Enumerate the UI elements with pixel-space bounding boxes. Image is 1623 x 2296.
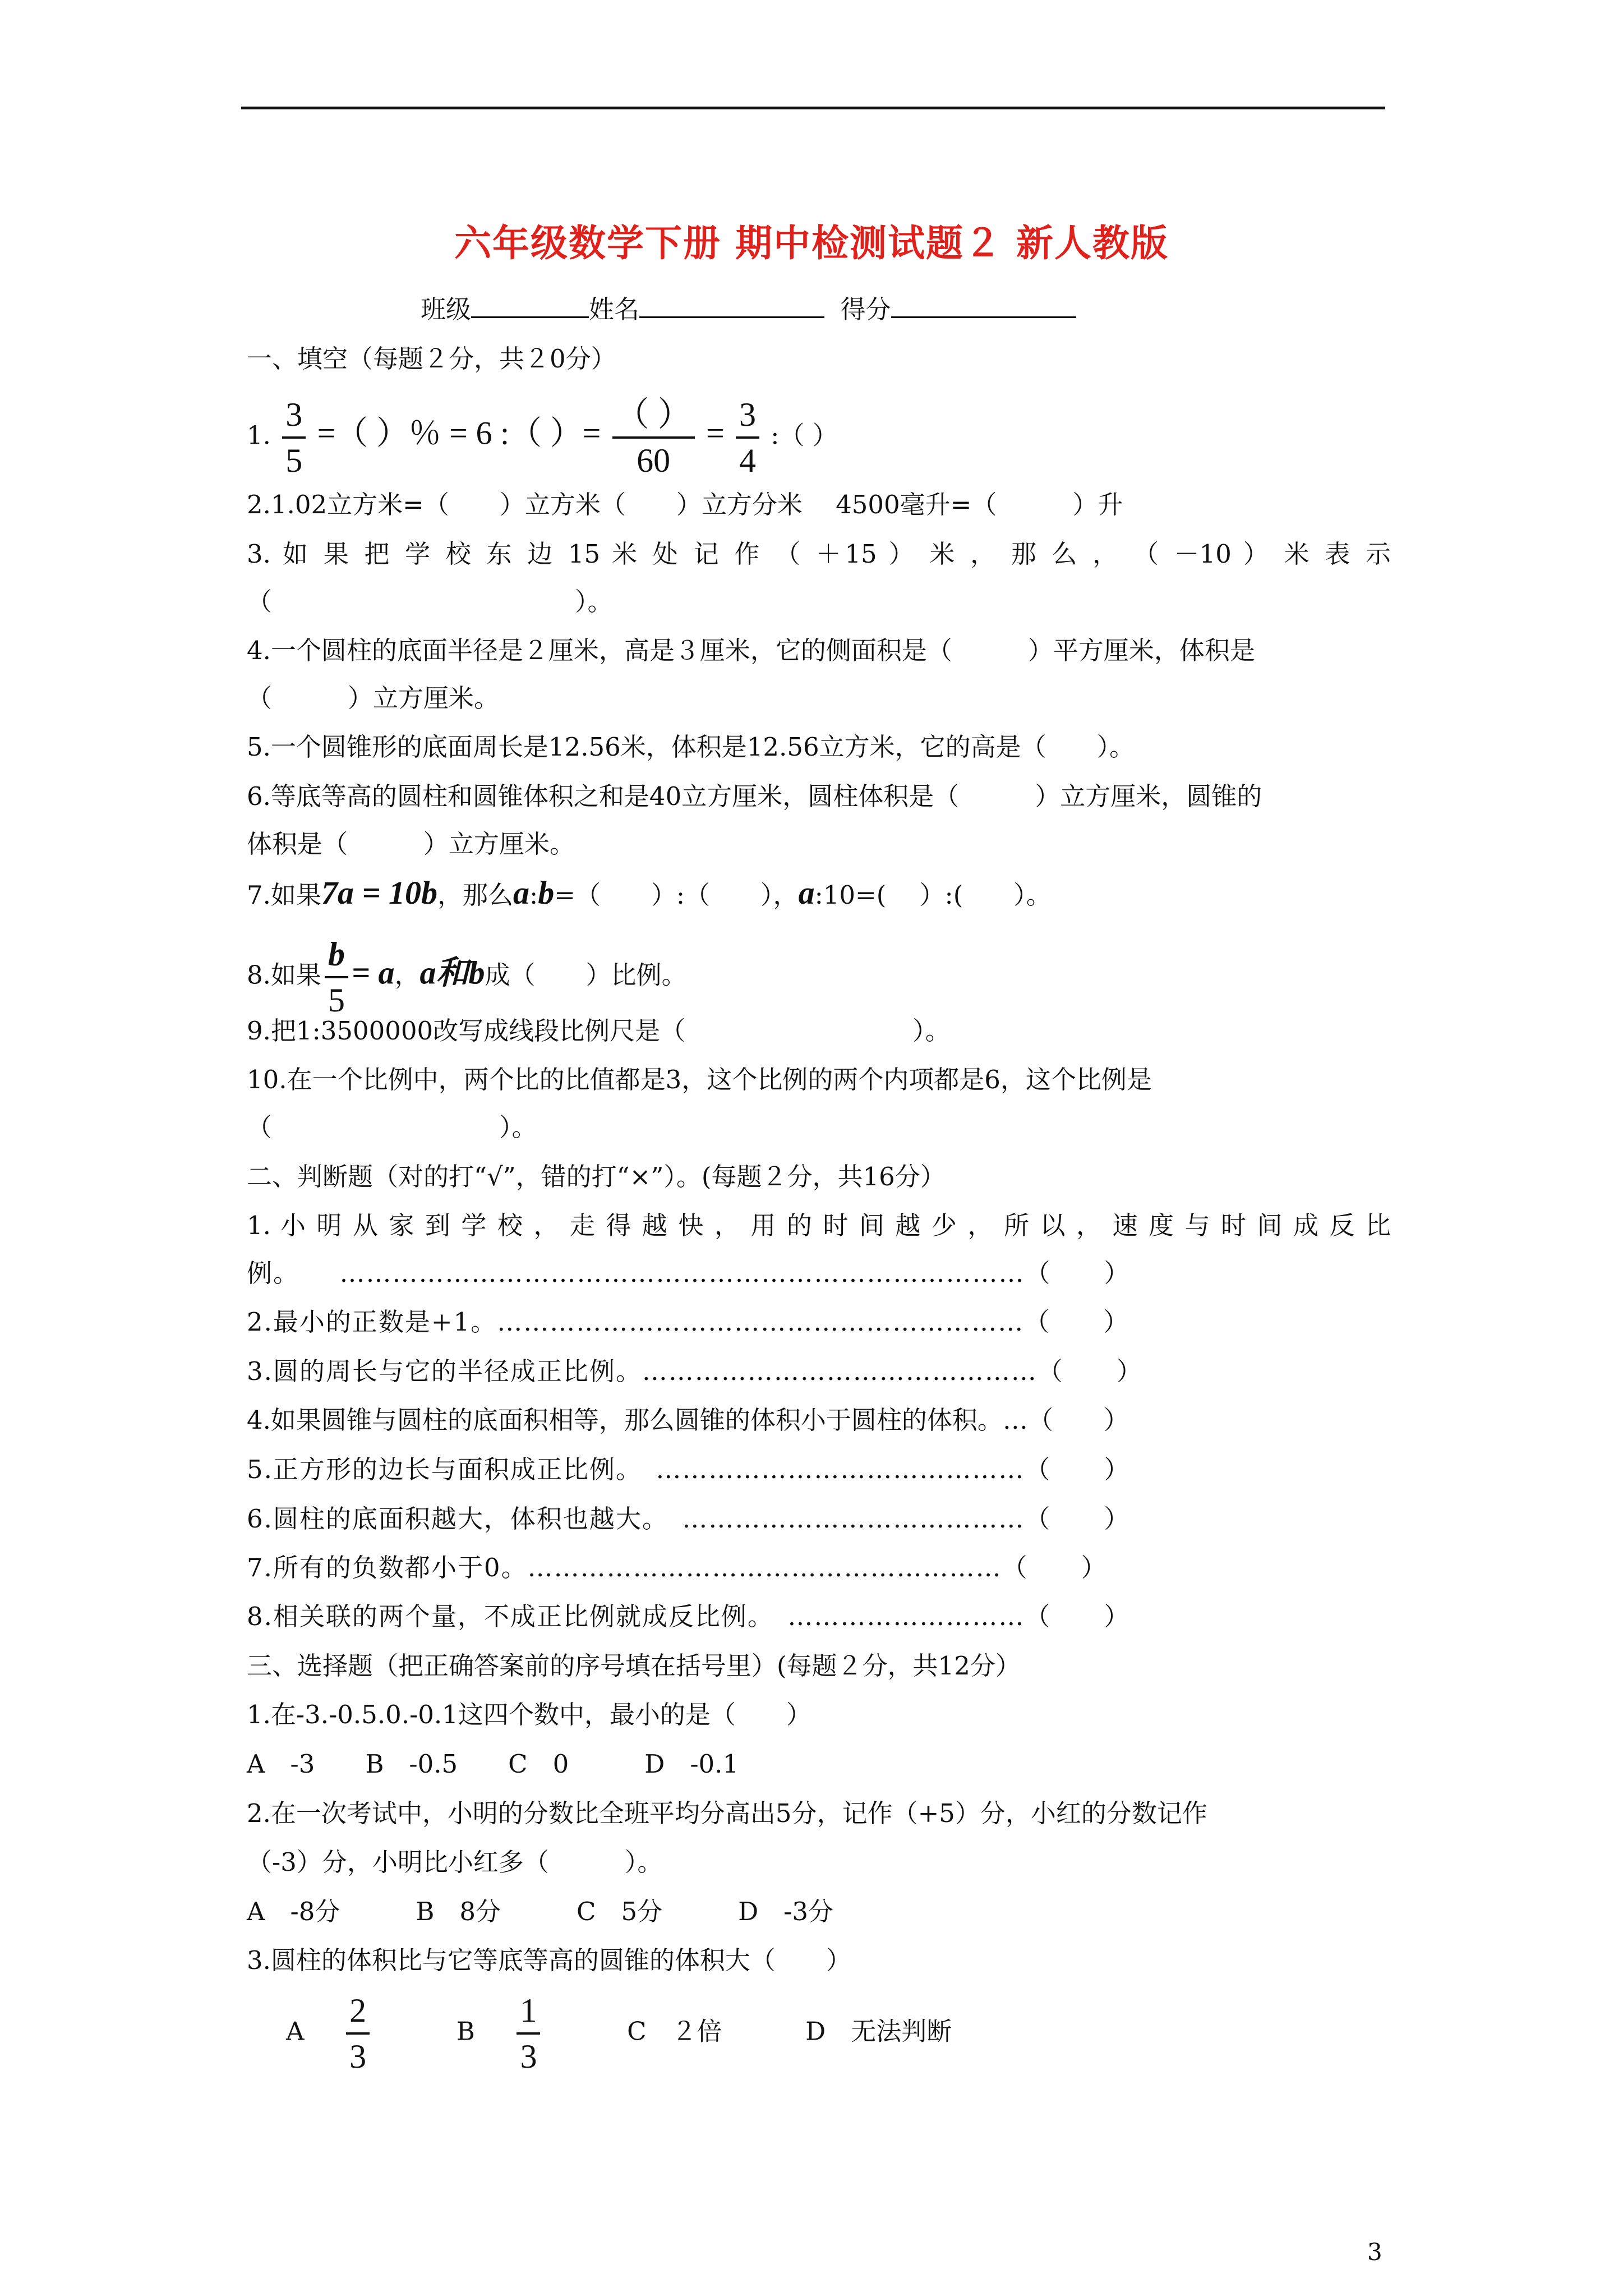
math-var: a	[798, 875, 815, 911]
choice-2b: （-3）分，小明比小红多（ ）。	[247, 1847, 663, 1877]
fraction: $\frac{3}{4}$	[736, 393, 759, 482]
text: 8.如果	[247, 960, 321, 990]
judge-1b: 例。 ……………………………………………………………………（ ）	[247, 1258, 1131, 1288]
judge-6: 6.圆柱的底面积越大，体积也越大。 …………………………………（ ）	[247, 1504, 1131, 1534]
choice-3: 3.圆柱的体积比与它等底等高的圆锥的体积大（ ）	[247, 1945, 851, 1975]
question-1-8	[247, 932, 687, 1022]
fraction: $\frac{( )}{60}$	[612, 393, 695, 482]
equals-sign: =	[706, 415, 725, 452]
judge-4: 4.如果圆锥与圆柱的底面积相等，那么圆锥的体积小于圆柱的体积。…（ ）	[247, 1405, 1129, 1435]
question-1-4a: 4.一个圆柱的底面半径是２厘米，高是３厘米，它的侧面积是（ ）平方厘米，体积是	[247, 636, 1255, 665]
math-equation: = a	[351, 954, 395, 991]
option-d: D 无法判断	[805, 2016, 952, 2046]
option-a-fraction: $\frac{2}{3}$	[346, 1989, 370, 2078]
question-1-9: 9.把1:3500000改写成线段比例尺是（ ）。	[247, 1016, 951, 1046]
judge-7: 7.所有的负数都小于0。………………………………………………（ ）	[247, 1553, 1108, 1582]
text: ，	[394, 960, 420, 990]
judge-3: 3.圆的周长与它的半径成正比例。………………………………………（ ）	[247, 1356, 1143, 1386]
question-1-5: 5.一个圆锥形的底面周长是12.56米，体积是12.56立方米，它的高是（ ）。	[247, 732, 1135, 762]
choice-1: 1.在-3.-0.5.0.-0.1这四个数中，最小的是（ ）	[247, 1700, 811, 1729]
section3-heading: 三、选择题（把正确答案前的序号填在括号里）(每题２分，共12分）	[247, 1651, 1021, 1681]
page-number: 3	[1367, 2238, 1382, 2266]
choice-1-options: A -3 B -0.5 C 0 D -0.1	[247, 1749, 739, 1779]
answer-blank: :（ ）	[771, 420, 838, 450]
math-equation: 7a = 10b	[321, 875, 437, 911]
text: ，那么	[437, 880, 514, 910]
name-label: 姓名	[589, 295, 640, 324]
student-info-line	[421, 292, 1076, 326]
page-title: 六年级数学下册 期中检测试题２ 新人教版	[454, 221, 1169, 265]
text: 成（ ）比例。	[485, 960, 687, 990]
option-b-fraction: $\frac{1}{3}$	[517, 1989, 540, 2078]
question-1-6b: 体积是（ ）立方厘米。	[247, 829, 575, 859]
choice-2a: 2.在一次考试中，小明的分数比全班平均分高出5分，记作（+5）分，小红的分数记作	[247, 1798, 1207, 1828]
question-1-3b: （ ）。	[247, 587, 613, 616]
question-1-4b: （ ）立方厘米。	[247, 683, 500, 713]
section2-heading: 二、判断题（对的打“√”，错的打“×”）。(每题２分，共16分）	[247, 1162, 946, 1191]
judge-5: 5.正方形的边长与面积成正比例。 ……………………………………（ ）	[247, 1455, 1131, 1484]
fraction: $\frac{b}{5}$	[325, 932, 348, 1022]
text: =（ ）:（ ），	[554, 880, 799, 910]
class-label: 班级	[421, 295, 472, 324]
question-1-2: 2.1.02立方米=（ ）立方米（ ）立方分米 4500毫升=（ ）升	[247, 490, 1123, 519]
math-var: b	[538, 875, 555, 911]
question-1-3a: 3. 如 果 把 学 校 东 边 15 米 处 记 作 （ ＋15 ） 米 ， 那 么 ， （ －10 ） 米 表 示	[247, 539, 1391, 569]
question-1-7	[247, 876, 1052, 912]
equation-text: =（ ）％ = 6 :（ ）=	[317, 415, 601, 452]
choice-3-options	[286, 1989, 952, 2078]
choice-2-options: A -8分 B 8分 C 5分 D -3分	[247, 1897, 834, 1926]
text: :	[529, 880, 538, 910]
judge-8: 8.相关联的两个量，不成正比例就成反比例。 ………………………（ ）	[247, 1602, 1131, 1631]
score-blank	[891, 292, 1076, 318]
question-1-10a: 10.在一个比例中，两个比的比值都是3，这个比例的两个内项都是6，这个比例是	[247, 1065, 1152, 1094]
section1-heading: 一、填空（每题２分，共２0分）	[247, 344, 616, 374]
option-a-label: A	[286, 2016, 305, 2046]
header-rule	[241, 107, 1385, 109]
question-1-6a: 6.等底等高的圆柱和圆锥体积之和是40立方厘米，圆柱体积是（ ）立方厘米，圆锥的	[247, 781, 1262, 811]
question-1-1	[247, 393, 838, 482]
score-label: 得分	[840, 295, 891, 324]
option-c: C ２倍	[627, 2016, 722, 2046]
judge-2: 2.最小的正数是+1。……………………………………………………（ ）	[247, 1307, 1130, 1337]
fraction: $\frac{3}{5}$	[282, 393, 306, 482]
math-vars: a和b	[419, 954, 485, 991]
math-var: a	[513, 875, 530, 911]
question-number: 1.	[247, 420, 271, 450]
option-b-label: B	[456, 2016, 475, 2046]
text: 7.如果	[247, 880, 321, 910]
judge-1a: 1. 小 明 从 家 到 学 校 ， 走 得 越 快 ， 用 的 时 间 越 少 ， 所 以 ， 速 度 与 时 间 成 反 比	[247, 1211, 1391, 1240]
question-1-10b: （ ）。	[247, 1112, 537, 1142]
text: :10=( ）:( ）。	[814, 880, 1052, 910]
class-blank	[471, 292, 589, 318]
name-blank	[639, 292, 824, 318]
